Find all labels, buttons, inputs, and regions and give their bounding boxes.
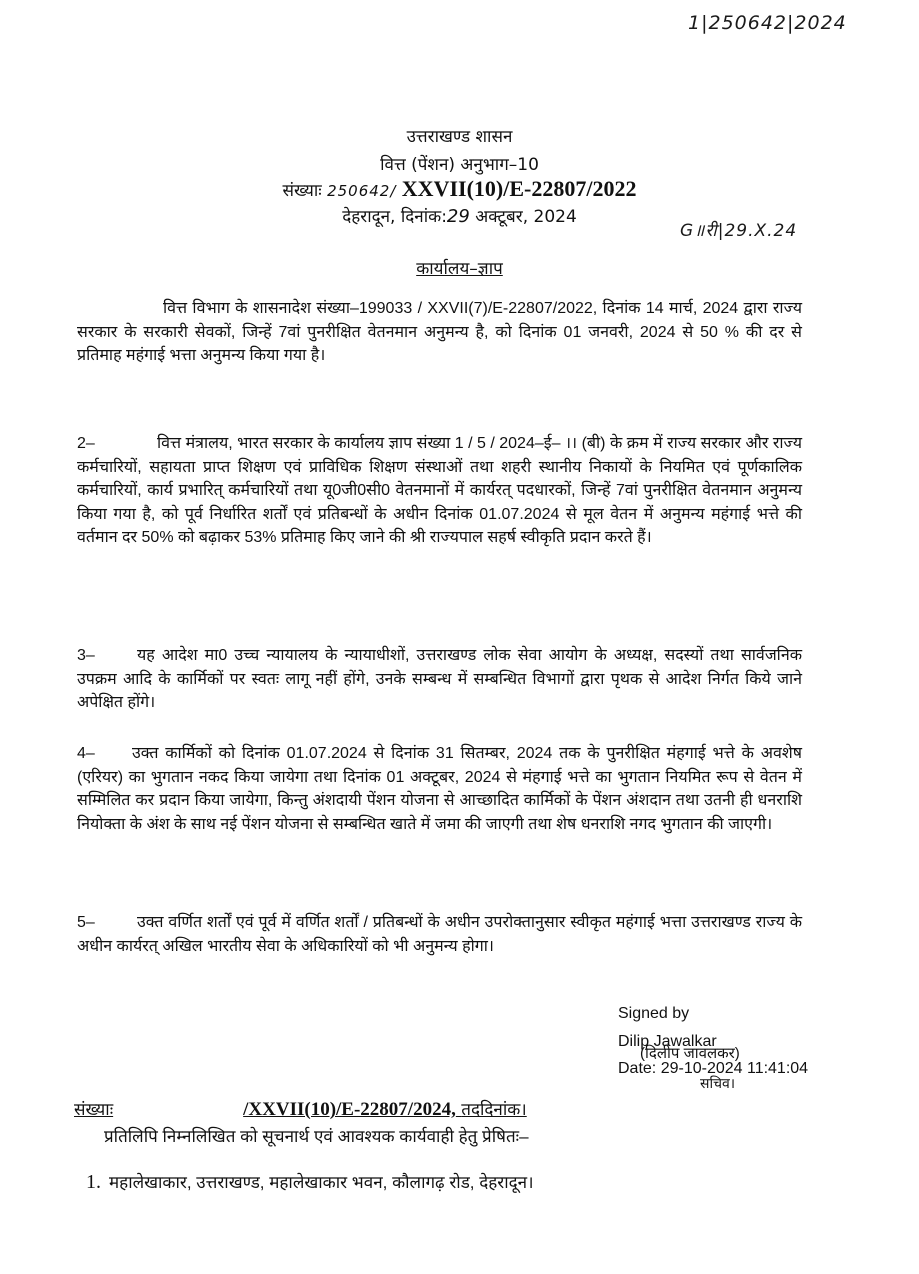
paragraph-number: 2– bbox=[77, 435, 95, 452]
paragraph-number: 3– bbox=[77, 647, 95, 664]
reference-number: /XXVII(10)/E-22807/2024, bbox=[243, 1099, 456, 1120]
document-title bbox=[0, 256, 919, 279]
copy-reference bbox=[74, 1097, 527, 1121]
paragraph-text: उक्त कार्मिकों को दिनांक 01.07.2024 से दिनांक 31 सितम्बर, 2024 तक के पुनरीक्षित मंहगाई भत्ते के अवशेष (एरियर) का भुगतान नकद किया जायेगा तथा दिनांक 01 अक्टूबर, 2024 से मंहगाई भत्ते का भुगतान नियमित रूप से वेतन में सम्मिलित कर प्रदान किया जायेगा, किन्तु अंशदायी पेंशन योजना से आच्छादित कार्मिकों के पेंशन अंशदान तथा उतनी ही धनराशि नियोक्ता के अंश के साथ नई पेंशन योजना से सम्बन्धित खाते में जमा की जाएगी तथा शेष धनराशि नगद भुगतान की जाएगी। bbox=[77, 745, 802, 833]
handwritten-initials-date: G॥री|29.X.24 bbox=[680, 221, 798, 241]
signature-date: Date: 29-10-2024 11:41:04 bbox=[618, 1060, 809, 1077]
handwritten-number: 250642/ bbox=[327, 182, 397, 200]
department-section: वित्त (पेंशन) अनुभाग–10 bbox=[380, 155, 539, 175]
place-date bbox=[0, 204, 919, 227]
paragraph-4 bbox=[77, 742, 802, 836]
copy-to-item-number: 1. bbox=[86, 1171, 101, 1193]
place-date-prefix: देहरादून, दिनांक: bbox=[342, 207, 447, 227]
copy-to-item-text: महालेखाकार, उत्तराखण्ड, महालेखाकार भवन, कौलागढ़ रोड, देहरादून। bbox=[109, 1173, 534, 1192]
order-number bbox=[0, 176, 919, 202]
paragraph-5 bbox=[77, 911, 802, 958]
number-label: संख्याः bbox=[282, 181, 322, 201]
signed-by-label: Signed by bbox=[618, 1005, 690, 1022]
reference-suffix: तददिनांक। bbox=[461, 1100, 527, 1120]
reference-label: संख्याः bbox=[74, 1100, 114, 1120]
document-title-text: कार्यालय–ज्ञाप bbox=[416, 259, 503, 279]
paragraph-3 bbox=[77, 644, 802, 715]
paragraph-text: यह आदेश मा0 उच्च न्यायालय के न्यायाधीशों, उत्तराखण्ड लोक सेवा आयोग के अध्यक्ष, सदस्यों तथा सार्वजनिक उपक्रम आदि के कार्मिकों पर स्वतः लागू नहीं होंगे, उनके सम्बन्ध में सम्बन्धित विभागों द्वारा पृथक से आदेश निर्गत किये जाने अपेक्षित होंगे। bbox=[77, 647, 802, 711]
copy-to-intro: प्रतिलिपि निम्नलिखित को सूचनार्थ एवं आवश्यक कार्यवाही हेतु प्रेषितः– bbox=[104, 1127, 529, 1146]
paragraph-2 bbox=[77, 432, 802, 550]
signer-name-hi: (दिलीप जावलकर) bbox=[640, 1045, 740, 1062]
order-reference: XXVII(10)/E-22807/2022 bbox=[401, 176, 637, 201]
paragraph-text: वित्त मंत्रालय, भारत सरकार के कार्यालय ज्ञाप संख्या 1 / 5 / 2024–ई– ।। (बी) के क्रम में राज्य सरकार और राज्य कर्मचारियों, सहायता प्राप्त शिक्षण एवं प्राविधिक शिक्षण संस्थाओं तथा शहरी स्थानीय निकायों के नियमित एवं पूर्णकालिक कर्मचारियों, कार्य प्रभारित् कर्मचारियों तथा यू0जी0सी0 वेतनमानों में कार्यरत् पदधारकों, जिन्हें 7वां पुनरीक्षित वेतनमान अनुमन्य किया गया है, को पूर्व निर्धारित शर्तों एवं प्रतिबन्धों के अधीन दिनांक 01.07.2024 से मूल वेतन में अनुमन्य महंगाई भत्ते की वर्तमान दर 50% को बढ़ाकर 53% प्रतिमाह किए जाने की श्री राज्यपाल सहर्ष स्वीकृति प्रदान करते हैं। bbox=[77, 435, 802, 546]
paragraph-number: 5– bbox=[77, 914, 95, 931]
handwritten-file-number: 1|250642|2024 bbox=[688, 12, 847, 34]
copy-to-item bbox=[86, 1170, 534, 1194]
paragraph-number: 4– bbox=[77, 745, 95, 762]
handwritten-day: 29 bbox=[446, 206, 470, 227]
signer-name-en: Dilip Jawalkar bbox=[618, 1033, 717, 1050]
govt-name: उत्तराखण्ड शासन bbox=[406, 127, 513, 147]
signer-designation: सचिव। bbox=[700, 1075, 736, 1091]
paragraph-text: उक्त वर्णित शर्तों एवं पूर्व में वर्णित शर्तों / प्रतिबन्धों के अधीन उपरोक्तानुसार स्वीकृत महंगाई भत्ता उत्तराखण्ड राज्य के अधीन कार्यरत् अखिल भारतीय सेवा के अधिकारियों को भी अनुमन्य होगा। bbox=[77, 914, 802, 955]
place-date-suffix: अक्टूबर, 2024 bbox=[475, 207, 577, 227]
paragraph-1: वित्त विभाग के शासनादेश संख्या–199033 / XXVII(7)/E-22807/2022, दिनांक 14 मार्च, 2024 द्वारा राज्य सरकार के सरकारी सेवकों, जिन्हें 7वां पुनरीक्षित वेतनमान अनुमन्य है, को दिनांक 01 जनवरी, 2024 से 50 % की दर से प्रतिमाह महंगाई भत्ता अनुमन्य किया गया है। bbox=[77, 300, 802, 364]
